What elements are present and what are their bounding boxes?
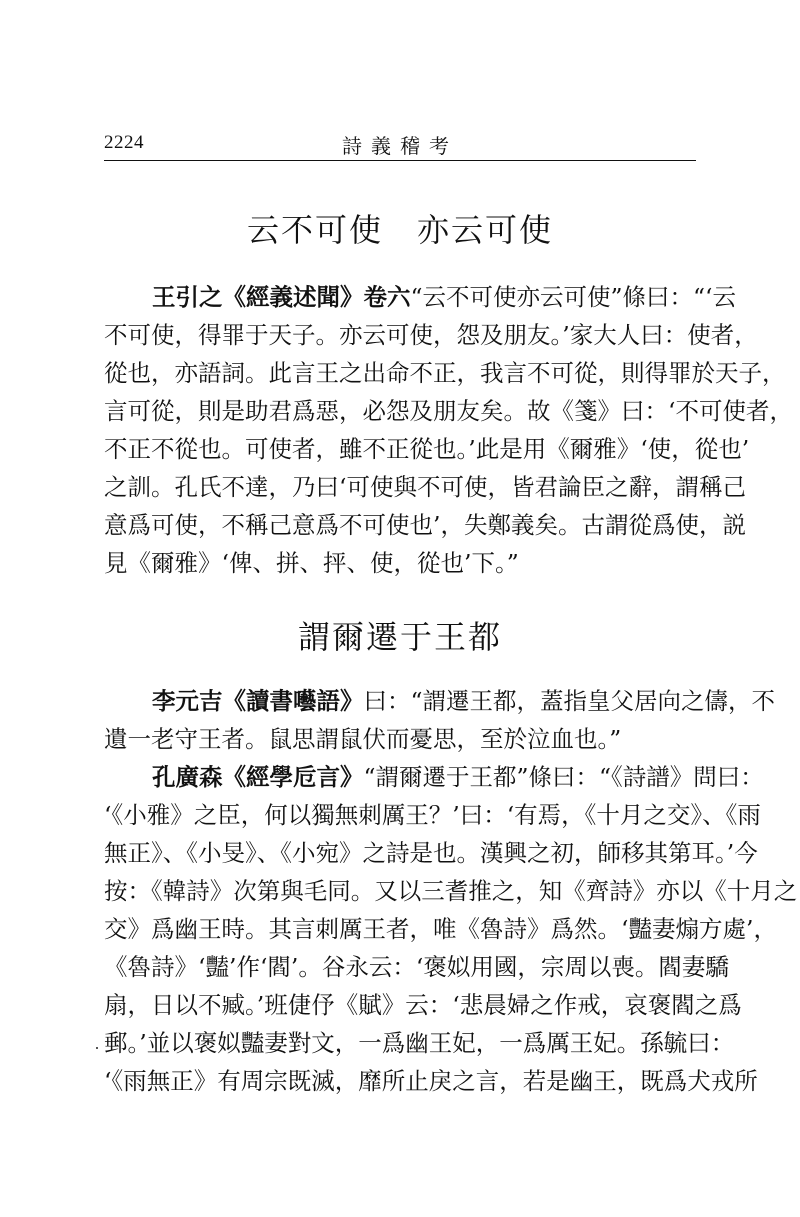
text-line: ‘《小雅》之臣，何以獨無刺厲王？’曰：‘有焉，《十月之交》、《雨: [104, 801, 761, 829]
text-line: 交》爲幽王時。其言刺厲王者，唯《魯詩》爲然。‘豔妻煽方處’，: [104, 915, 777, 943]
text-line: 按：《韓詩》次第與毛同。又以三耆推之，知《齊詩》亦以《十月之: [104, 877, 798, 905]
text-line: 郵。’並以褒姒豔妻對文，一爲幽王妃，一爲厲王妃。孫毓曰：: [104, 1029, 735, 1057]
text-line: 無正》、《小旻》、《小宛》之詩是也。漢興之初，師移其第耳。’今: [104, 839, 758, 867]
text-line: 意爲可使，不稱己意爲不可使也’，失鄭義矣。古謂從爲使，説: [104, 511, 746, 539]
text-line: 見《爾雅》‘俾、拼、抨、使，從也’下。”: [104, 549, 519, 577]
source-citation: 孔廣森《經學卮言》: [152, 763, 364, 791]
section-title: 云不可使 亦云可使: [246, 211, 553, 249]
margin-mark: [96, 1047, 98, 1049]
text-line: 王引之《經義述聞》卷六“云不可使亦云可使”條曰：“‘云: [152, 283, 737, 311]
text-line: 孔廣森《經學卮言》“謂爾遷于王都”條曰：“《詩譜》問曰：: [152, 763, 764, 791]
running-title: 詩義稽考: [342, 134, 458, 158]
text-line: 之訓。孔氏不達，乃曰‘可使與不可使，皆君論臣之辭，謂稱己: [104, 473, 746, 501]
page-number: 2224: [104, 132, 144, 153]
section-title: 謂爾遷于王都: [297, 618, 502, 656]
text-line: 遺一老守王者。鼠思謂鼠伏而憂思，至於泣血也。”: [104, 725, 622, 753]
text-line: 言可從，則是助君爲惡，必怨及朋友矣。故《箋》曰：‘不可使者，: [104, 397, 793, 425]
page-header: [104, 128, 696, 161]
text-line: 《魯詩》‘豔’作‘閻’。谷永云：‘褒姒用國，宗周以喪。閻妻驕: [104, 953, 729, 981]
text-line: 從也，亦語詞。此言王之出命不正，我言不可從，則得罪於天子，: [104, 359, 786, 387]
text-line: 李元吉《讀書囈語》曰：“謂遷王都，蓋指皇父居向之儔，不: [152, 687, 776, 715]
source-citation: 王引之《經義述聞》卷六: [152, 283, 411, 311]
text-line: ‘《雨無正》有周宗既滅，靡所止戾之言，若是幽王，既爲犬戎所: [104, 1067, 758, 1095]
text-line: 不正不從也。可使者，雖不正從也。’此是用《爾雅》‘使，從也’: [104, 435, 750, 463]
text-line: 不可使，得罪于天子。亦云可使，怨及朋友。’家大人曰：使者，: [104, 321, 758, 349]
text-line: 扇，日以不臧。’班倢伃《賦》云：‘悲晨婦之作戒，哀褒閻之爲: [104, 991, 742, 1019]
source-citation: 李元吉《讀書囈語》: [152, 687, 364, 715]
